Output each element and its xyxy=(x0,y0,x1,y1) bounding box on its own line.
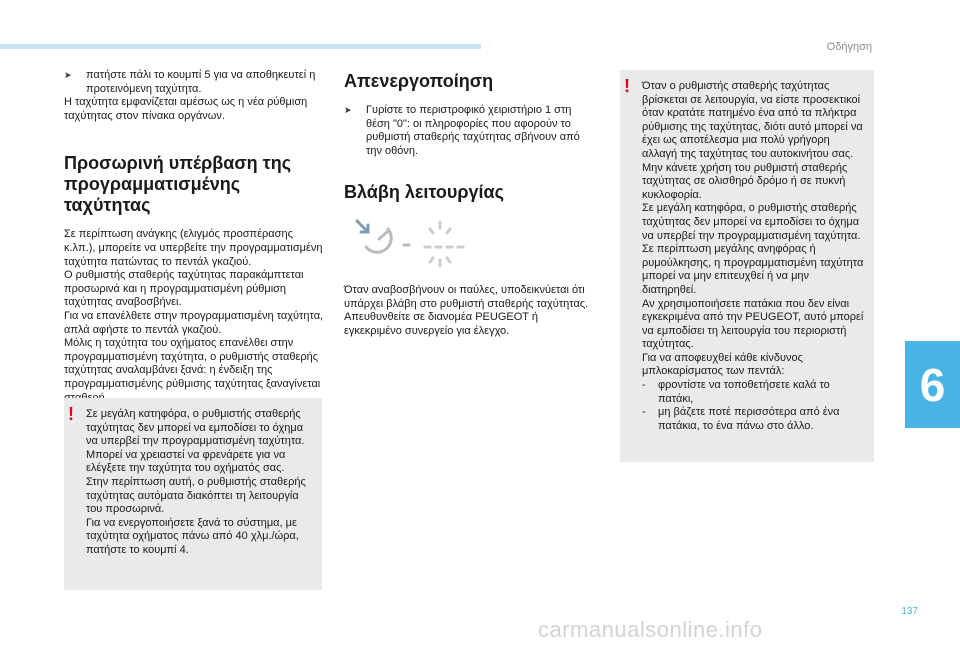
deactivation-bullet-text: Γυρίστε το περιστροφικό χειριστήριο 1 στη θέση "0": οι πληροφορίες που αφορούν το ρυθμιστή σταθερής ταχύτητας σβήνουν από την οθόνη. xyxy=(366,104,580,157)
malfunction-text: Όταν αναβοσβήνουν οι παύλες, υποδεικνύεται ότι υπάρχει βλάβη στο ρυθμιστή σταθερής ταχύτητας. Απευθυνθείτε σε διανομέα PEUGEOT ή εγκεκριμένο συνεργείο για έλεγχο. xyxy=(344,284,589,337)
override-paragraph: Σε περίπτωση ανάγκης (ελιγμός προσπέρασης κ.λπ.), μπορείτε να υπερβείτε την προγραμματισμένη ταχύτητα πατώντας το πεντάλ γκαζιού. xyxy=(64,228,323,268)
section-heading-malfunction: Βλάβη λειτουργίας xyxy=(344,182,504,203)
warning-paragraph: Σε περίπτωση μεγάλης ανηφόρας ή ρυμούλκησης, η προγραμματισμένη ταχύτητα μπορεί να μην επιτευχθεί ή να μην διατηρηθεί. xyxy=(642,243,864,296)
list-marker: - xyxy=(642,406,646,419)
list-item xyxy=(642,406,864,433)
warning-paragraph: Για να αποφευχθεί κάθε κίνδυνος μπλοκαρίσματος των πεντάλ: xyxy=(642,351,803,378)
warning-icon: ! xyxy=(68,404,74,424)
override-paragraph: Ο ρυθμιστής σταθερής ταχύτητας παρακάμπτεται προσωρινά και η προγραμματισμένη ρύθμιση ταχύτητας αναβοσβήνει. xyxy=(64,269,304,309)
override-paragraph: Για να επανέλθετε στην προγραμματισμένη ταχύτητα, απλά αφήστε το πεντάλ γκαζιού. xyxy=(64,309,324,336)
page-number: 137 xyxy=(901,606,918,617)
middle-column xyxy=(344,71,596,203)
bullet-arrow-icon: ➤ xyxy=(64,70,72,80)
top-accent-bar xyxy=(0,44,481,49)
cruise-control-fault-icon xyxy=(346,209,476,273)
warning-icon: ! xyxy=(624,76,630,96)
watermark: carmanualsonline.info xyxy=(538,617,763,642)
bullet-arrow-icon: ➤ xyxy=(344,105,352,115)
override-paragraph: Μόλις η ταχύτητα του οχήματος επανέλθει στην προγραμματισμένη ταχύτητα, ο ρυθμιστής σταθερής ταχύτητας αναλαμβάνει ξανά: η ένδειξη της προγραμματισμένης ρύθμισης ταχύτητας ξαναγίνεται xyxy=(64,337,321,390)
warning-box-left xyxy=(64,398,322,590)
list-item xyxy=(642,379,864,406)
left-column xyxy=(64,69,326,405)
warning-paragraph: Μπορεί να χρειαστεί να φρενάρετε για να ελέγξετε την ταχύτητα του οχήματός σας. xyxy=(86,448,286,475)
warning-paragraph: Σε μεγάλη κατηφόρα, ο ρυθμιστής σταθερής ταχύτητας δεν μπορεί να εμποδίσει το όχημα να υπερβεί την προγραμματισμένη ταχύτητα. xyxy=(642,202,861,242)
list-item-text: φροντίστε να τοποθετήσετε καλά το πατάκι, xyxy=(658,379,830,405)
chapter-tab: 6 xyxy=(905,341,960,428)
section-heading-override: Προσωρινή υπέρβαση της προγραμματισμένης ταχύτητας xyxy=(64,153,292,216)
deactivation-bullet xyxy=(344,104,596,158)
list-item-text: μη βάζετε ποτέ περισσότερα από ένα πατάκια, το ένα πάνω στο άλλο. xyxy=(658,406,840,432)
warning-paragraph: Μην κάνετε χρήση του ρυθμιστή σταθερής ταχύτητας σε ολισθηρό δρόμο ή σε πυκνή κυκλοφορία. xyxy=(642,161,848,201)
malfunction-text-block xyxy=(344,284,596,338)
warning-paragraph: Για να ενεργοποιήσετε ξανά το σύστημα, με ταχύτητα οχήματος πάνω από 40 χλμ./ώρα, πατήστε το κουμπί 4. xyxy=(86,516,299,556)
warning-paragraph: Όταν ο ρυθμιστής σταθερής ταχύτητας βρίσκεται σε λειτουργία, να είστε προσεκτικοί όταν κρατάτε πατημένο ένα από τα πλήκτρα ρύθμισης της ταχύτητας, διότι αυτό μπορεί να έχει ως αποτέλεσμα μια πολύ γρήγορη αλλαγή της ταχύτητας του αυτοκινήτου σας. xyxy=(642,80,863,160)
warning-paragraph: Αν χρησιμοποιήσετε πατάκια που δεν είναι εγκεκριμένα από την PEUGEOT, αυτό μπορεί να εμποδίσει τη λειτουργία του περιοριστή ταχύτητας. xyxy=(642,297,864,351)
chapter-label: Οδήγηση xyxy=(826,41,872,53)
section-heading-deactivation: Απενεργοποίηση xyxy=(344,71,494,91)
intro-text: Η ταχύτητα εμφανίζεται αμέσως ως η νέα ρύθμιση ταχύτητας στον πίνακα οργάνων. xyxy=(64,96,308,122)
list-marker: - xyxy=(642,379,646,392)
warning-paragraph: Σε μεγάλη κατηφόρα, ο ρυθμιστής σταθερής ταχύτητας δεν μπορεί να εμποδίσει το όχημα να υπερβεί την προγραμματισμένη ταχύτητα. xyxy=(86,408,305,448)
warning-paragraph: Στην περίπτωση αυτή, ο ρυθμιστής σταθερής ταχύτητας αυτόματα διακόπτει τη λειτουργία του προσωρινά. xyxy=(86,475,306,516)
warning-box-right xyxy=(620,70,874,462)
intro-bullet xyxy=(64,69,326,96)
intro-bullet-text: πατήστε πάλι το κουμπί 5 για να αποθηκευτεί η προτεινόμενη ταχύτητα. xyxy=(86,69,316,95)
